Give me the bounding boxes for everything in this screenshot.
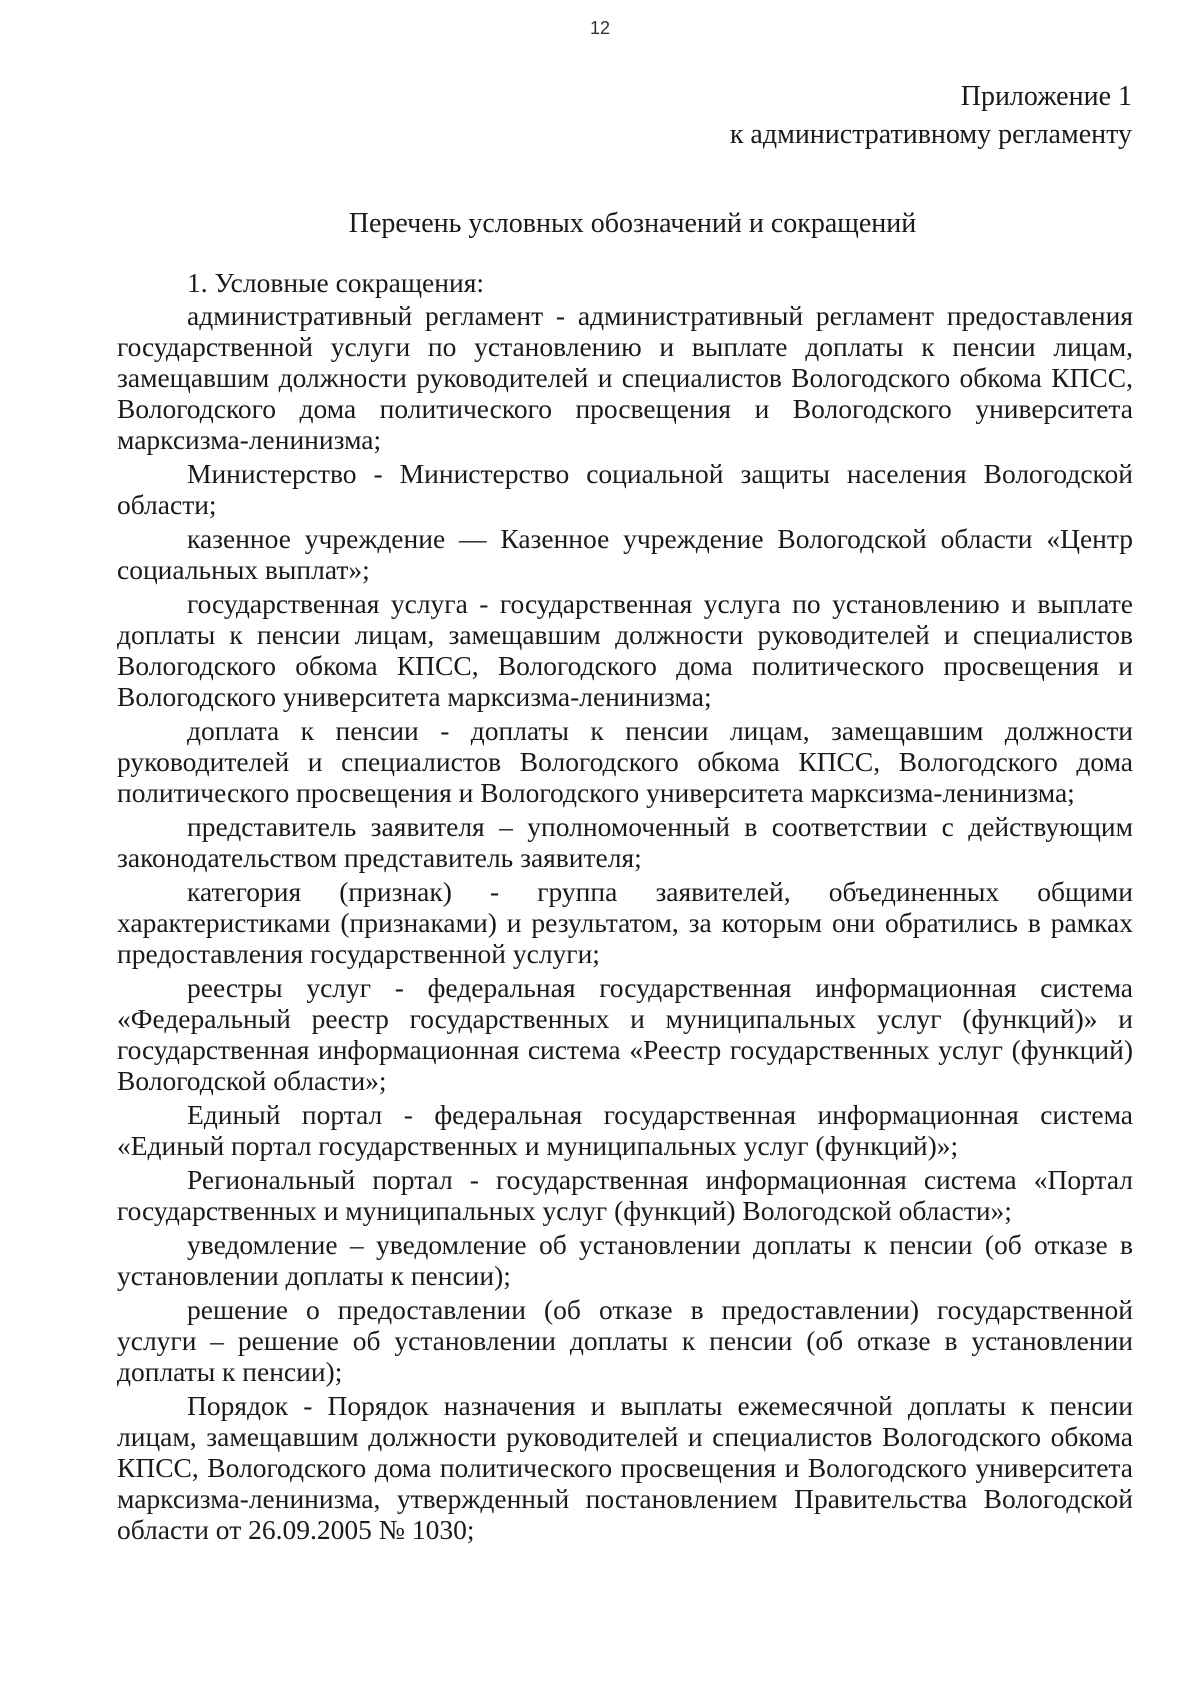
definition-category: категория (признак) - группа заявителей, объединенных общими характеристиками (признаками) и результатом, за которым они обратились в рамках предоставления государственной услуги; (117, 876, 1133, 969)
definition-state-service: государственная услуга - государственная услуга по установлению и выплате доплаты к пенсии лицам, замещавшим должности руководителей и специалистов Вологодского обкома КПСС, Вологодского дома политического просвещения и Вологодского университета марксизма-ленинизма; (117, 588, 1133, 712)
definition-unified-portal: Единый портал - федеральная государственная информационная система «Единый портал государственных и муниципальных услуг (функций)»; (117, 1099, 1133, 1161)
document-title: Перечень условных обозначений и сокращений (348, 208, 917, 239)
definition-notification: уведомление – уведомление об установлении доплаты к пенсии (об отказе в установлении доплаты к пенсии); (117, 1229, 1133, 1291)
definition-procedure: Порядок - Порядок назначения и выплаты ежемесячной доплаты к пенсии лицам, замещавшим должности руководителей и специалистов Вологодского обкома КПСС, Вологодского дома политического просвещения и Вологодского университета марксизма-ленинизма, утвержденный постановлением Правительства Вологодской области от 26.09.2005 № 1030; (117, 1390, 1133, 1545)
appendix-header (730, 78, 1132, 154)
appendix-label: Приложение 1 (960, 81, 1132, 112)
document-body (117, 267, 1133, 1548)
definition-applicant-representative: представитель заявителя – уполномоченный в соответствии с действующим законодательством представитель заявителя; (117, 811, 1133, 873)
page-number: 12 (589, 18, 611, 38)
section-heading: 1. Условные сокращения: (187, 267, 484, 298)
definition-service-registries: реестры услуг - федеральная государственная информационная система «Федеральный реестр государственных и муниципальных услуг (функций)» и государственная информационная система «Реестр государственных услуг (функций) Вологодской области»; (117, 972, 1133, 1096)
definition-state-institution: казенное учреждение — Казенное учреждение Вологодской области «Центр социальных выплат»; (117, 523, 1133, 585)
definition-decision: решение о предоставлении (об отказе в предоставлении) государственной услуги – решение об установлении доплаты к пенсии (об отказе в установлении доплаты к пенсии); (117, 1294, 1133, 1387)
definition-pension-supplement: доплата к пенсии - доплаты к пенсии лицам, замещавшим должности руководителей и специалистов Вологодского обкома КПСС, Вологодского дома политического просвещения и Вологодского университета марксизма-ленинизма; (117, 715, 1133, 808)
definition-regional-portal: Региональный портал - государственная информационная система «Портал государственных и муниципальных услуг (функций) Вологодской области»; (117, 1164, 1133, 1226)
appendix-reference: к административному регламенту (729, 119, 1132, 150)
definition-administrative-regulation: административный регламент - административный регламент предоставления государственной услуги по установлению и выплате доплаты к пенсии лицам, замещавшим должности руководителей и специалистов Вологодского обкома КПСС, Вологодского дома политического просвещения и Вологодского университета марксизма-ленинизма; (117, 300, 1133, 455)
definition-ministry: Министерство - Министерство социальной защиты населения Вологодской области; (117, 458, 1133, 520)
